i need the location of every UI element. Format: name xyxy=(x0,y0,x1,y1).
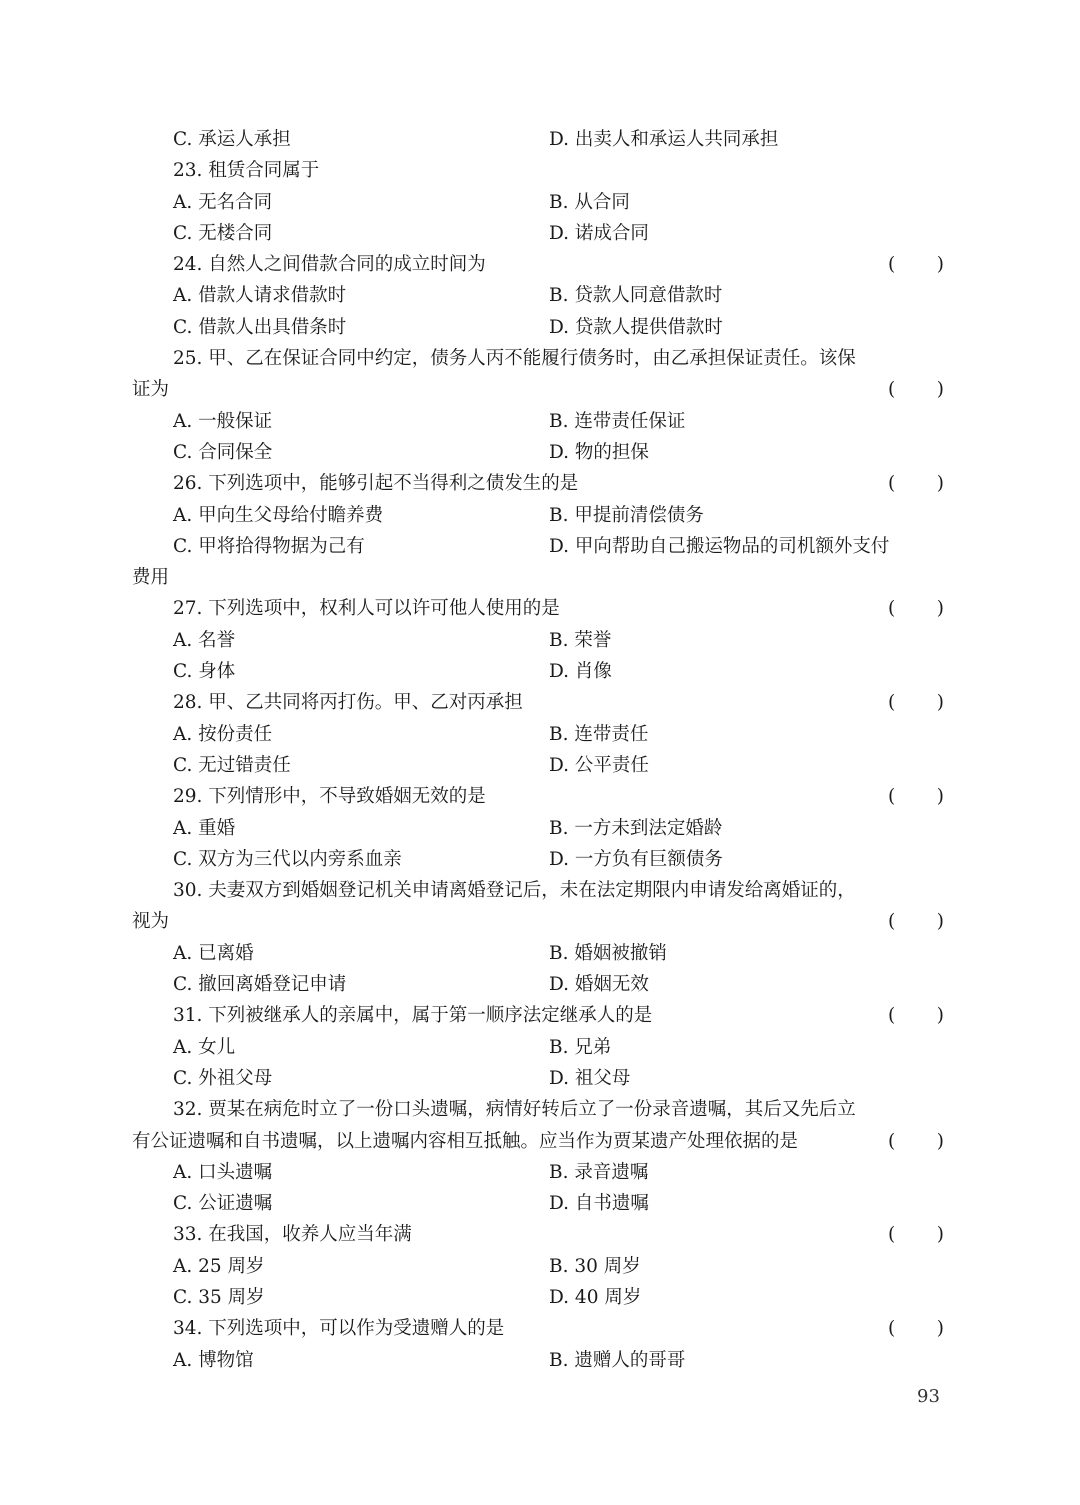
option-row xyxy=(0,625,1080,656)
option-right: D. 公平责任 xyxy=(549,754,649,776)
question-text: 33. 在我国，收养人应当年满 xyxy=(173,1224,412,1246)
option-right: B. 一方未到法定婚龄 xyxy=(549,817,723,839)
answer-blank-close: ) xyxy=(936,473,944,495)
question-row xyxy=(0,1000,1080,1031)
option-left: A. 重婚 xyxy=(173,817,236,839)
answer-blank-open: ( xyxy=(888,598,896,620)
answer-blank-close: ) xyxy=(936,692,944,714)
question-row xyxy=(0,343,1080,374)
option-row xyxy=(0,1282,1080,1313)
option-left: A. 已离婚 xyxy=(173,942,254,964)
question-continuation xyxy=(0,562,1080,593)
option-row xyxy=(0,1188,1080,1219)
answer-blank-close: ) xyxy=(936,1005,944,1027)
answer-blank-close: ) xyxy=(936,598,944,620)
continuation-text: 证为 xyxy=(132,379,170,401)
option-right: D. 物的担保 xyxy=(549,441,649,463)
option-row xyxy=(0,218,1080,249)
answer-blank-close: ) xyxy=(936,254,944,276)
option-right: B. 连带责任保证 xyxy=(549,410,686,432)
option-row xyxy=(0,280,1080,311)
question-row xyxy=(0,468,1080,499)
question-text: 34. 下列选项中，可以作为受遗赠人的是 xyxy=(173,1318,505,1340)
option-right: B. 录音遗嘱 xyxy=(549,1161,649,1183)
option-row xyxy=(0,1345,1080,1376)
question-row xyxy=(0,593,1080,624)
answer-blank-open: ( xyxy=(888,692,896,714)
option-left: C. 公证遗嘱 xyxy=(173,1193,273,1215)
option-left: C. 无楼合同 xyxy=(173,222,273,244)
option-right: D. 诺成合同 xyxy=(549,222,649,244)
option-row xyxy=(0,406,1080,437)
question-row xyxy=(0,781,1080,812)
question-text: 25. 甲、乙在保证合同中约定，债务人丙不能履行债务时，由乙承担保证责任。该保 xyxy=(173,348,856,370)
answer-blank-close: ) xyxy=(936,911,944,933)
option-right: D. 出卖人和承运人共同承担 xyxy=(549,129,779,150)
question-row xyxy=(0,1313,1080,1344)
option-left: C. 撤回离婚登记申请 xyxy=(173,974,347,996)
option-right: B. 贷款人同意借款时 xyxy=(549,285,723,307)
option-row xyxy=(0,938,1080,969)
page-number: 93 xyxy=(917,1386,940,1407)
option-right: B. 甲提前清偿债务 xyxy=(549,504,704,526)
option-left: A. 博物馆 xyxy=(173,1349,254,1371)
answer-blank-close: ) xyxy=(936,1318,944,1340)
answer-blank-open: ( xyxy=(888,911,896,933)
option-row xyxy=(0,750,1080,781)
option-left: C. 无过错责任 xyxy=(173,754,291,776)
question-text: 32. 贾某在病危时立了一份口头遗嘱，病情好转后立了一份录音遗嘱，其后又先后立 xyxy=(173,1099,856,1121)
option-right: B. 兄弟 xyxy=(549,1036,612,1058)
question-text: 23. 租赁合同属于 xyxy=(173,160,320,182)
question-continuation xyxy=(0,374,1080,405)
answer-blank-close: ) xyxy=(936,379,944,401)
option-row xyxy=(0,844,1080,875)
option-left: A. 口头遗嘱 xyxy=(173,1161,273,1183)
answer-blank-close: ) xyxy=(936,786,944,808)
question-text: 29. 下列情形中，不导致婚姻无效的是 xyxy=(173,786,486,808)
option-row xyxy=(0,1063,1080,1094)
option-left: A. 女儿 xyxy=(173,1036,236,1058)
option-left: C. 承运人承担 xyxy=(173,129,291,150)
option-right: B. 从合同 xyxy=(549,191,630,213)
option-right: D. 祖父母 xyxy=(549,1067,631,1089)
question-list xyxy=(0,124,1080,1376)
question-row xyxy=(0,687,1080,718)
option-left: A. 一般保证 xyxy=(173,410,273,432)
option-right: B. 荣誉 xyxy=(549,629,612,651)
option-row xyxy=(0,1251,1080,1282)
answer-blank-open: ( xyxy=(888,1224,896,1246)
option-row xyxy=(0,312,1080,343)
continuation-text: 有公证遗嘱和自书遗嘱，以上遗嘱内容相互抵触。应当作为贾某遗产处理依据的是 xyxy=(132,1130,799,1152)
option-right: D. 一方负有巨额债务 xyxy=(549,848,723,870)
question-text: 31. 下列被继承人的亲属中，属于第一顺序法定继承人的是 xyxy=(173,1005,653,1027)
answer-blank-open: ( xyxy=(888,786,896,808)
question-continuation xyxy=(0,906,1080,937)
answer-blank-open: ( xyxy=(888,473,896,495)
option-left: C. 外祖父母 xyxy=(173,1067,273,1089)
answer-blank-close: ) xyxy=(936,1224,944,1246)
option-right: B. 连带责任 xyxy=(549,723,649,745)
option-left: A. 25 周岁 xyxy=(173,1255,265,1277)
question-row xyxy=(0,875,1080,906)
option-row xyxy=(0,1032,1080,1063)
option-row xyxy=(0,531,1080,562)
question-text: 27. 下列选项中，权利人可以许可他人使用的是 xyxy=(173,598,560,620)
answer-blank-open: ( xyxy=(888,1130,896,1152)
option-right: B. 遗赠人的哥哥 xyxy=(549,1349,686,1371)
continuation-text: 费用 xyxy=(132,567,170,589)
question-text: 28. 甲、乙共同将丙打伤。甲、乙对丙承担 xyxy=(173,692,523,714)
option-left: C. 双方为三代以内旁系血亲 xyxy=(173,848,402,870)
option-right: D. 40 周岁 xyxy=(549,1286,642,1308)
question-row xyxy=(0,1219,1080,1250)
option-row xyxy=(0,187,1080,218)
option-right: D. 婚姻无效 xyxy=(549,974,649,996)
option-left: A. 甲向生父母给付瞻养费 xyxy=(173,504,384,526)
question-continuation xyxy=(0,1126,1080,1157)
option-row xyxy=(0,437,1080,468)
answer-blank-open: ( xyxy=(888,254,896,276)
option-left: C. 甲将拾得物据为己有 xyxy=(173,535,365,557)
continuation-text: 视为 xyxy=(132,911,170,933)
option-row xyxy=(0,656,1080,687)
option-row xyxy=(0,124,1080,155)
option-right: D. 甲向帮助自己搬运物品的司机额外支付 xyxy=(549,535,890,557)
answer-blank-close: ) xyxy=(936,1130,944,1152)
option-left: A. 按份责任 xyxy=(173,723,273,745)
option-right: D. 贷款人提供借款时 xyxy=(549,316,723,338)
option-right: B. 30 周岁 xyxy=(549,1255,641,1277)
option-left: A. 名誉 xyxy=(173,629,236,651)
option-row xyxy=(0,1157,1080,1188)
option-left: C. 合同保全 xyxy=(173,441,273,463)
question-row xyxy=(0,155,1080,186)
option-left: C. 借款人出具借条时 xyxy=(173,316,347,338)
option-row xyxy=(0,500,1080,531)
question-text: 30. 夫妻双方到婚姻登记机关申请离婚登记后，未在法定期限内申请发给离婚证的， xyxy=(173,880,856,902)
answer-blank-open: ( xyxy=(888,379,896,401)
answer-blank-open: ( xyxy=(888,1318,896,1340)
question-row xyxy=(0,1094,1080,1125)
option-row xyxy=(0,969,1080,1000)
option-left: C. 35 周岁 xyxy=(173,1286,265,1308)
question-text: 24. 自然人之间借款合同的成立时间为 xyxy=(173,254,486,276)
option-left: A. 无名合同 xyxy=(173,191,273,213)
option-row xyxy=(0,813,1080,844)
option-right: B. 婚姻被撤销 xyxy=(549,942,667,964)
question-row xyxy=(0,249,1080,280)
option-left: A. 借款人请求借款时 xyxy=(173,285,347,307)
question-text: 26. 下列选项中，能够引起不当得利之债发生的是 xyxy=(173,473,579,495)
option-left: C. 身体 xyxy=(173,661,236,683)
answer-blank-open: ( xyxy=(888,1005,896,1027)
option-right: D. 自书遗嘱 xyxy=(549,1193,649,1215)
option-right: D. 肖像 xyxy=(549,661,612,683)
option-row xyxy=(0,719,1080,750)
